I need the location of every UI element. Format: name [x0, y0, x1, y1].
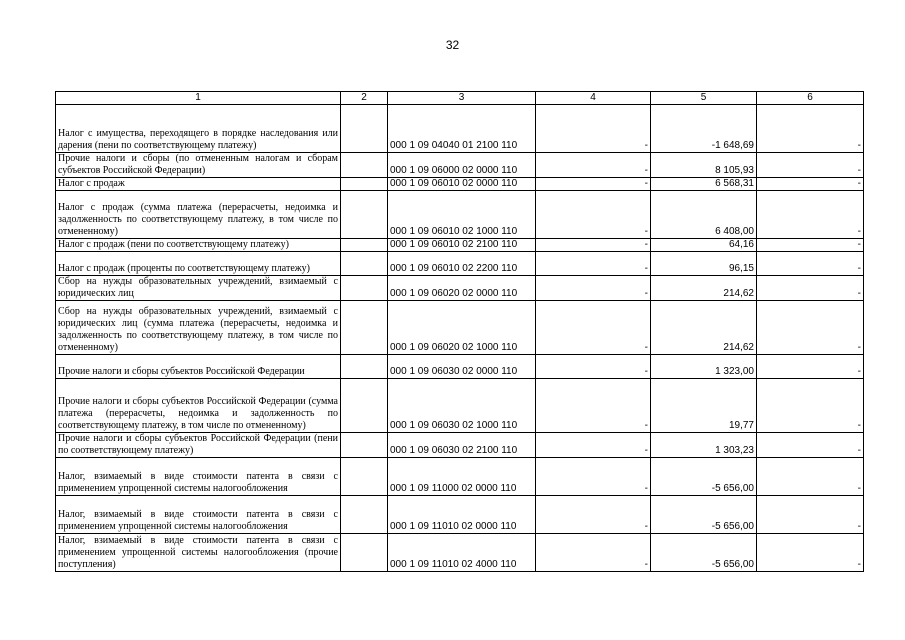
row-col4-cell: -	[536, 496, 651, 534]
row-col2-cell	[341, 252, 388, 276]
row-code-cell: 000 1 09 06010 02 2100 110	[388, 239, 536, 252]
table-row	[56, 153, 864, 178]
row-name-cell: Налог с продаж (сумма платежа (перерасчеты, недоимка и задолженность по соответствующему платежу, в том числе по отмененному)	[56, 191, 341, 239]
row-value-cell: 1 303,23	[651, 433, 757, 458]
row-col4-cell: -	[536, 433, 651, 458]
row-value-cell: 6 408,00	[651, 191, 757, 239]
row-col4-cell: -	[536, 252, 651, 276]
budget-table	[55, 91, 864, 572]
row-code-cell: 000 1 09 11010 02 0000 110	[388, 496, 536, 534]
row-col6-cell: -	[757, 191, 864, 239]
row-code-cell: 000 1 09 06030 02 1000 110	[388, 379, 536, 433]
row-col6-cell: -	[757, 276, 864, 301]
table-row	[56, 105, 864, 153]
row-col4-cell: -	[536, 458, 651, 496]
row-col6-cell: -	[757, 178, 864, 191]
table-row	[56, 355, 864, 379]
row-code-cell: 000 1 09 06020 02 1000 110	[388, 301, 536, 355]
table-row	[56, 458, 864, 496]
row-value-cell: 214,62	[651, 276, 757, 301]
table-row	[56, 276, 864, 301]
row-code-cell: 000 1 09 11010 02 4000 110	[388, 534, 536, 572]
row-value-cell: -5 656,00	[651, 496, 757, 534]
row-name-cell: Сбор на нужды образовательных учреждений, взимаемый с юридических лиц	[56, 276, 341, 301]
row-col6-cell: -	[757, 105, 864, 153]
row-code-cell: 000 1 09 11000 02 0000 110	[388, 458, 536, 496]
table-row	[56, 379, 864, 433]
row-col2-cell	[341, 105, 388, 153]
row-value-cell: -1 648,69	[651, 105, 757, 153]
row-code-cell: 000 1 09 06010 02 2200 110	[388, 252, 536, 276]
row-col6-cell: -	[757, 496, 864, 534]
table-row	[56, 178, 864, 191]
row-value-cell: -5 656,00	[651, 534, 757, 572]
row-col6-cell: -	[757, 458, 864, 496]
row-value-cell: 64,16	[651, 239, 757, 252]
row-name-cell: Налог, взимаемый в виде стоимости патента в связи с применением упрощенной системы налогообложения	[56, 458, 341, 496]
row-value-cell: 6 568,31	[651, 178, 757, 191]
row-code-cell: 000 1 09 06030 02 0000 110	[388, 355, 536, 379]
column-header: 6	[757, 92, 864, 105]
table-row	[56, 496, 864, 534]
row-col2-cell	[341, 178, 388, 191]
column-header: 5	[651, 92, 757, 105]
row-col2-cell	[341, 239, 388, 252]
column-header: 3	[388, 92, 536, 105]
table-row	[56, 534, 864, 572]
row-name-cell: Прочие налоги и сборы (по отмененным налогам и сборам субъектов Российской Федерации)	[56, 153, 341, 178]
table-row	[56, 433, 864, 458]
page-number: 32	[445, 38, 460, 52]
row-col2-cell	[341, 433, 388, 458]
table-body	[56, 105, 864, 572]
row-name-cell: Налог, взимаемый в виде стоимости патента в связи с применением упрощенной системы налогообложения (прочие поступления)	[56, 534, 341, 572]
row-code-cell: 000 1 09 06020 02 0000 110	[388, 276, 536, 301]
row-value-cell: 1 323,00	[651, 355, 757, 379]
row-name-cell: Прочие налоги и сборы субъектов Российской Федерации (пени по соответствующему платежу)	[56, 433, 341, 458]
table-row	[56, 252, 864, 276]
row-col6-cell: -	[757, 534, 864, 572]
row-name-cell: Сбор на нужды образовательных учреждений, взимаемый с юридических лиц (сумма платежа (перерасчеты, недоимка и задолженность по соответствующему платежу, в том числе по отмененному)	[56, 301, 341, 355]
table-row	[56, 239, 864, 252]
row-name-cell: Налог с имущества, переходящего в порядке наследования или дарения (пени по соответствующему платежу)	[56, 105, 341, 153]
row-col6-cell: -	[757, 153, 864, 178]
row-col2-cell	[341, 301, 388, 355]
row-code-cell: 000 1 09 04040 01 2100 110	[388, 105, 536, 153]
row-col2-cell	[341, 458, 388, 496]
row-col4-cell: -	[536, 276, 651, 301]
table-row	[56, 301, 864, 355]
row-col6-cell: -	[757, 239, 864, 252]
row-col2-cell	[341, 355, 388, 379]
row-col2-cell	[341, 276, 388, 301]
row-value-cell: 19,77	[651, 379, 757, 433]
row-col2-cell	[341, 191, 388, 239]
row-code-cell: 000 1 09 06000 02 0000 110	[388, 153, 536, 178]
row-col4-cell: -	[536, 153, 651, 178]
table-row	[56, 191, 864, 239]
table-header-row	[56, 92, 864, 105]
row-name-cell: Прочие налоги и сборы субъектов Российской Федерации (сумма платежа (перерасчеты, недоимка и задолженность по соответствующему платежу, в том числе по отмененному)	[56, 379, 341, 433]
row-col4-cell: -	[536, 239, 651, 252]
row-code-cell: 000 1 09 06010 02 0000 110	[388, 178, 536, 191]
row-col6-cell: -	[757, 379, 864, 433]
row-col4-cell: -	[536, 534, 651, 572]
column-header: 1	[56, 92, 341, 105]
row-value-cell: -5 656,00	[651, 458, 757, 496]
row-col2-cell	[341, 534, 388, 572]
row-col4-cell: -	[536, 379, 651, 433]
row-value-cell: 8 105,93	[651, 153, 757, 178]
column-header: 4	[536, 92, 651, 105]
row-col4-cell: -	[536, 178, 651, 191]
row-name-cell: Налог с продаж	[56, 178, 341, 191]
row-name-cell: Налог, взимаемый в виде стоимости патента в связи с применением упрощенной системы налогообложения	[56, 496, 341, 534]
row-col4-cell: -	[536, 301, 651, 355]
row-name-cell: Налог с продаж (пени по соответствующему платежу)	[56, 239, 341, 252]
row-col2-cell	[341, 153, 388, 178]
row-col4-cell: -	[536, 105, 651, 153]
row-value-cell: 96,15	[651, 252, 757, 276]
row-name-cell: Налог с продаж (проценты по соответствующему платежу)	[56, 252, 341, 276]
row-col6-cell: -	[757, 252, 864, 276]
row-col6-cell: -	[757, 433, 864, 458]
row-col6-cell: -	[757, 301, 864, 355]
row-col4-cell: -	[536, 191, 651, 239]
row-code-cell: 000 1 09 06010 02 1000 110	[388, 191, 536, 239]
column-header: 2	[341, 92, 388, 105]
row-name-cell: Прочие налоги и сборы субъектов Российской Федерации	[56, 355, 341, 379]
row-col6-cell: -	[757, 355, 864, 379]
row-value-cell: 214,62	[651, 301, 757, 355]
row-col4-cell: -	[536, 355, 651, 379]
row-col2-cell	[341, 496, 388, 534]
row-code-cell: 000 1 09 06030 02 2100 110	[388, 433, 536, 458]
row-col2-cell	[341, 379, 388, 433]
